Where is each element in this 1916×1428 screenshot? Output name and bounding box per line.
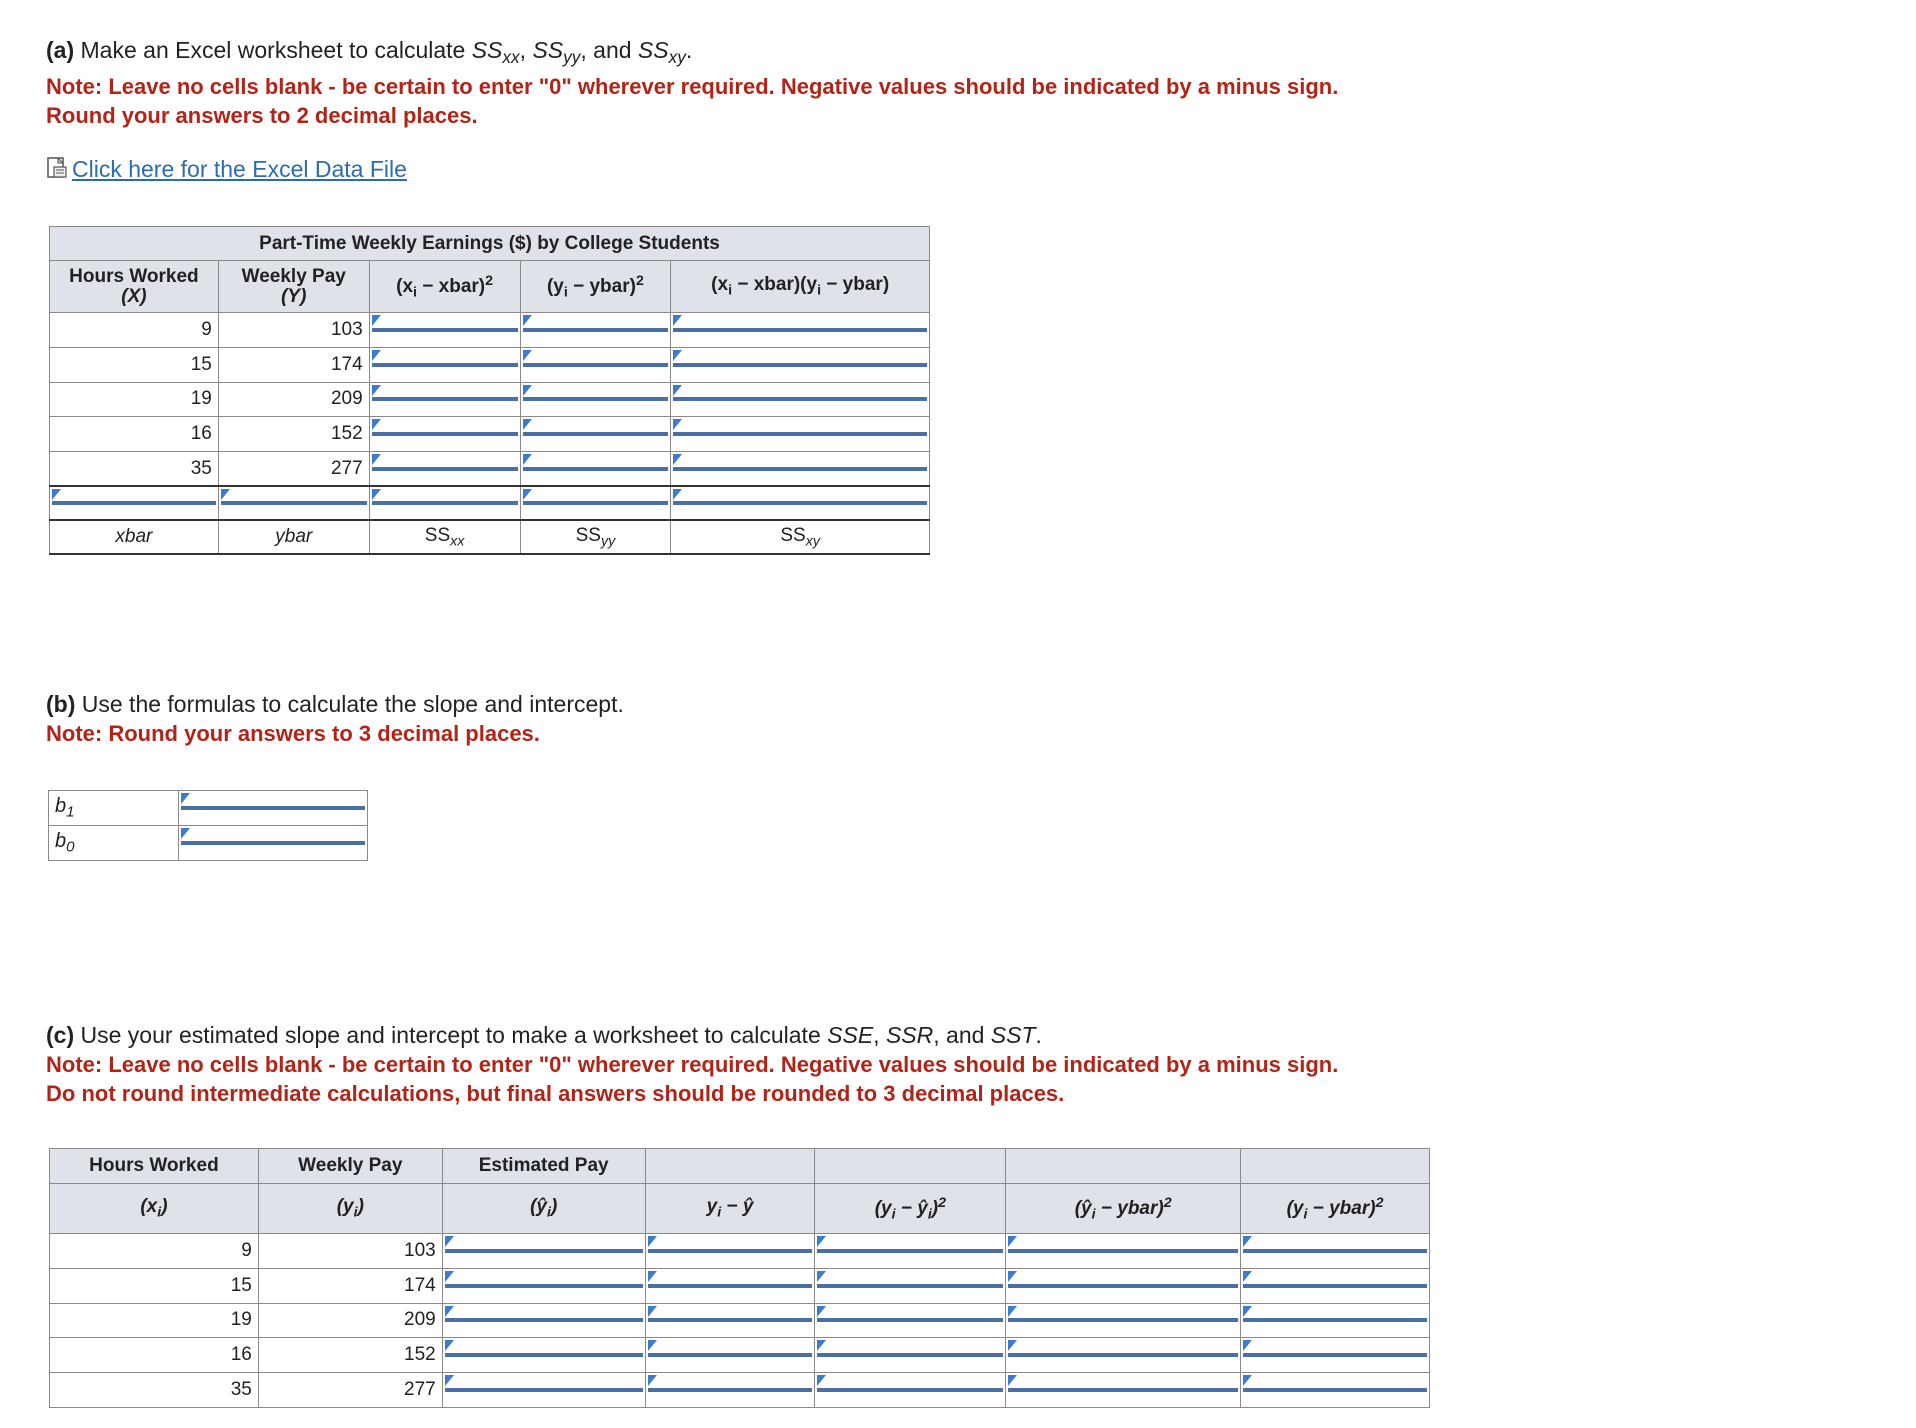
c-hdr-yhat: $(ŷ_i)$ — [442, 1184, 645, 1234]
b1-input-cell[interactable] — [179, 791, 368, 826]
weekly-pay-value: 174 — [218, 347, 369, 382]
footer-ssxy: $SS_{xy}$ — [671, 520, 930, 554]
ss-xy-term: $SS_{xy}$ — [637, 37, 686, 68]
ssxy-input[interactable] — [673, 501, 927, 505]
xy-dev-input-cell[interactable] — [671, 452, 930, 487]
c-col-hours-worked: Hours Worked — [50, 1149, 259, 1184]
part-a-label: (a) — [46, 37, 75, 63]
input-marker-icon — [817, 1271, 826, 1282]
y-dev-sq-input[interactable] — [523, 328, 669, 332]
input-marker-icon — [817, 1306, 826, 1317]
residual-sq-input[interactable] — [817, 1353, 1003, 1357]
c-hours-worked-value: 9 — [50, 1234, 259, 1269]
input-marker-icon — [372, 315, 381, 326]
excel-data-link[interactable] — [46, 156, 407, 183]
col-weekly-pay-label: Weekly Pay — [241, 265, 346, 287]
input-marker-icon — [372, 454, 381, 465]
input-marker-icon — [817, 1236, 826, 1247]
c-hours-worked-value: 16 — [50, 1338, 259, 1373]
residual-input-cell[interactable] — [645, 1268, 815, 1303]
total-sq-input[interactable] — [1243, 1388, 1427, 1392]
input-marker-icon — [523, 350, 532, 361]
part-c — [46, 1021, 1338, 1108]
part-b — [46, 690, 624, 748]
ssyy-input-cell[interactable] — [520, 486, 671, 520]
col-x-dev-sq: ($x_i$ − xbar)$^2$ — [369, 261, 520, 313]
input-marker-icon — [673, 419, 682, 430]
total-sq-input[interactable] — [1243, 1249, 1427, 1253]
input-marker-icon — [648, 1271, 657, 1282]
input-marker-icon — [1243, 1271, 1252, 1282]
regression-sq-input-cell[interactable] — [1006, 1373, 1241, 1408]
part-b-label: (b) — [46, 691, 76, 717]
input-marker-icon — [648, 1306, 657, 1317]
weekly-pay-value: 152 — [218, 417, 369, 452]
hours-worked-value: 35 — [50, 452, 219, 487]
y-dev-sq-input-cell[interactable] — [520, 313, 671, 348]
input-marker-icon — [673, 489, 682, 500]
input-marker-icon — [372, 385, 381, 396]
y-dev-sq-input[interactable] — [523, 432, 669, 436]
x-dev-sq-input-cell[interactable] — [369, 452, 520, 487]
excel-data-link-text[interactable]: Click here for the Excel Data File — [72, 156, 407, 182]
input-marker-icon — [1008, 1306, 1017, 1317]
hours-worked-value: 19 — [50, 382, 219, 417]
residual-sq-input-cell[interactable] — [815, 1268, 1006, 1303]
part-a-row — [50, 313, 930, 348]
y-dev-sq-input-cell[interactable] — [520, 417, 671, 452]
xy-dev-input[interactable] — [673, 363, 927, 367]
part-a-prompt: (a) Make an Excel worksheet to calculate $SS_{xx}$, $SS_{yy}$, and $SS_{xy}$. — [46, 37, 693, 68]
col-xy-dev: ($x_i$ − $xbar)(y_i$ − ybar) — [671, 261, 930, 313]
x-dev-sq-input[interactable] — [372, 397, 518, 401]
ssyy-input[interactable] — [523, 501, 669, 505]
part-c-note-2: Do not round intermediate calculations, but final answers should be rounded to 3 decimal places. — [46, 1081, 1065, 1106]
c-col-blank-4 — [645, 1149, 815, 1184]
c-hours-worked-value: 19 — [50, 1303, 259, 1338]
c-weekly-pay-value: 152 — [258, 1338, 442, 1373]
part-c-row — [50, 1234, 1430, 1269]
x-dev-sq-input-cell[interactable] — [369, 417, 520, 452]
part-a-table — [49, 226, 930, 555]
input-marker-icon — [817, 1375, 826, 1386]
c-weekly-pay-value: 103 — [258, 1234, 442, 1269]
input-marker-icon — [648, 1236, 657, 1247]
residual-input[interactable] — [648, 1388, 813, 1392]
residual-input-cell[interactable] — [645, 1234, 815, 1269]
part-c-prompt: (c) Use your estimated slope and intercept to make a worksheet to calculate SSE, SSR, and SST. — [46, 1022, 1042, 1048]
ssxx-input[interactable] — [372, 501, 518, 505]
input-marker-icon — [673, 454, 682, 465]
part-b-note: Note: Round your answers to 3 decimal places. — [46, 721, 540, 746]
col-y-dev-sq: ($y_i$ − ybar)$^2$ — [520, 261, 671, 313]
c-col-weekly-pay: Weekly Pay — [258, 1149, 442, 1184]
hours-worked-value: 15 — [50, 347, 219, 382]
xy-dev-input-cell[interactable] — [671, 347, 930, 382]
c-hdr-resid-sq: ($y_i$ − $ŷ_i)^2$ — [815, 1184, 1006, 1234]
excel-file-icon — [46, 156, 68, 180]
xbar-input[interactable] — [52, 501, 216, 505]
residual-sq-input[interactable] — [817, 1318, 1003, 1322]
estimated-pay-input[interactable] — [445, 1249, 643, 1253]
y-dev-sq-input[interactable] — [523, 467, 669, 471]
input-marker-icon — [673, 385, 682, 396]
input-marker-icon — [523, 315, 532, 326]
xy-dev-input[interactable] — [673, 328, 927, 332]
input-marker-icon — [372, 419, 381, 430]
part-a-table-title: Part-Time Weekly Earnings ($) by College Students — [50, 227, 930, 261]
weekly-pay-value: 209 — [218, 382, 369, 417]
input-marker-icon — [52, 489, 61, 500]
part-c-label: (c) — [46, 1022, 75, 1048]
regression-sq-input[interactable] — [1008, 1353, 1238, 1357]
col-weekly-pay-var: (Y) — [281, 285, 307, 307]
b1-label: $b_1$ — [49, 791, 179, 826]
sst-term: SST — [990, 1022, 1036, 1048]
regression-sq-input[interactable] — [1008, 1388, 1238, 1392]
regression-sq-input-cell[interactable] — [1006, 1268, 1241, 1303]
b0-input[interactable] — [181, 841, 365, 845]
part-a-note-2: Round your answers to 2 decimal places. — [46, 103, 478, 129]
total-sq-input-cell[interactable] — [1241, 1234, 1430, 1269]
part-a — [46, 36, 1338, 130]
input-marker-icon — [1243, 1236, 1252, 1247]
x-dev-sq-input-cell[interactable] — [369, 313, 520, 348]
x-dev-sq-input-cell[interactable] — [369, 382, 520, 417]
xy-dev-input[interactable] — [673, 432, 927, 436]
and-word: and — [593, 37, 632, 63]
input-marker-icon — [372, 350, 381, 361]
part-a-row — [50, 417, 930, 452]
residual-sq-input[interactable] — [817, 1284, 1003, 1288]
y-dev-sq-input-cell[interactable] — [520, 347, 671, 382]
residual-sq-input-cell[interactable] — [815, 1303, 1006, 1338]
input-marker-icon — [648, 1375, 657, 1386]
c-col-blank-7 — [1241, 1149, 1430, 1184]
hours-worked-value: 16 — [50, 417, 219, 452]
input-marker-icon — [1243, 1306, 1252, 1317]
input-marker-icon — [445, 1271, 454, 1282]
estimated-pay-input-cell[interactable] — [442, 1234, 645, 1269]
input-marker-icon — [445, 1340, 454, 1351]
part-a-note-1: Note: Leave no cells blank - be certain to enter "0" wherever required. Negative values should be indicated by a minus sign. — [46, 74, 1339, 100]
c-weekly-pay-value: 277 — [258, 1373, 442, 1408]
xy-dev-input-cell[interactable] — [671, 417, 930, 452]
footer-ybar: ybar — [218, 520, 369, 554]
estimated-pay-input-cell[interactable] — [442, 1373, 645, 1408]
weekly-pay-value: 103 — [218, 313, 369, 348]
input-marker-icon — [445, 1236, 454, 1247]
total-sq-input[interactable] — [1243, 1318, 1427, 1322]
x-dev-sq-input[interactable] — [372, 328, 518, 332]
hours-worked-value: 9 — [50, 313, 219, 348]
b0-label: $b_0$ — [49, 826, 179, 861]
col-hours-worked-var: (X) — [121, 285, 147, 307]
footer-ssxx: $SS_{xx}$ — [369, 520, 520, 554]
residual-input-cell[interactable] — [645, 1338, 815, 1373]
regression-sq-input-cell[interactable] — [1006, 1303, 1241, 1338]
x-dev-sq-input[interactable] — [372, 467, 518, 471]
estimated-pay-input-cell[interactable] — [442, 1338, 645, 1373]
input-marker-icon — [1008, 1340, 1017, 1351]
estimated-pay-input[interactable] — [445, 1284, 643, 1288]
residual-sq-input[interactable] — [817, 1388, 1003, 1392]
input-marker-icon — [1243, 1340, 1252, 1351]
c-hdr-reg-sq: ($ŷ_i$ − ybar)$^2$ — [1006, 1184, 1241, 1234]
total-sq-input-cell[interactable] — [1241, 1303, 1430, 1338]
input-marker-icon — [181, 793, 190, 804]
part-b-table — [48, 790, 368, 861]
ybar-input[interactable] — [221, 501, 367, 505]
xbar-input-cell[interactable] — [50, 486, 219, 520]
input-marker-icon — [445, 1306, 454, 1317]
b1-input[interactable] — [181, 806, 365, 810]
total-sq-input[interactable] — [1243, 1353, 1427, 1357]
footer-ssyy: $SS_{yy}$ — [520, 520, 671, 554]
regression-sq-input[interactable] — [1008, 1249, 1238, 1253]
input-marker-icon — [181, 828, 190, 839]
part-c-row — [50, 1268, 1430, 1303]
input-marker-icon — [523, 385, 532, 396]
residual-sq-input-cell[interactable] — [815, 1373, 1006, 1408]
x-dev-sq-input[interactable] — [372, 363, 518, 367]
ss-yy-term: $SS_{yy}$ — [532, 37, 581, 68]
footer-xbar: xbar — [50, 520, 219, 554]
sse-term: SSE — [827, 1022, 874, 1048]
c-hdr-xi: $(x_i)$ — [50, 1184, 259, 1234]
ybar-input-cell[interactable] — [218, 486, 369, 520]
part-a-row — [50, 382, 930, 417]
input-marker-icon — [1008, 1271, 1017, 1282]
input-marker-icon — [445, 1375, 454, 1386]
input-marker-icon — [1243, 1375, 1252, 1386]
xy-dev-input-cell[interactable] — [671, 313, 930, 348]
x-dev-sq-input[interactable] — [372, 432, 518, 436]
xy-dev-input[interactable] — [673, 467, 927, 471]
y-dev-sq-input-cell[interactable] — [520, 452, 671, 487]
part-a-prompt-text: Make an Excel worksheet to calculate — [80, 37, 466, 63]
part-c-row — [50, 1373, 1430, 1408]
part-c-note-1: Note: Leave no cells blank - be certain to enter "0" wherever required. Negative values should be indicated by a minus sign. — [46, 1052, 1339, 1077]
part-c-row — [50, 1338, 1430, 1373]
xy-dev-input[interactable] — [673, 397, 927, 401]
regression-sq-input[interactable] — [1008, 1284, 1238, 1288]
total-sq-input-cell[interactable] — [1241, 1338, 1430, 1373]
input-marker-icon — [372, 489, 381, 500]
input-marker-icon — [523, 419, 532, 430]
ss-xx-term: $SS_{xx}$ — [471, 37, 520, 68]
estimated-pay-input[interactable] — [445, 1353, 643, 1357]
c-hours-worked-value: 35 — [50, 1373, 259, 1408]
c-hours-worked-value: 15 — [50, 1268, 259, 1303]
part-a-row — [50, 452, 930, 487]
ssxy-input-cell[interactable] — [671, 486, 930, 520]
residual-input[interactable] — [648, 1318, 813, 1322]
estimated-pay-input[interactable] — [445, 1388, 643, 1392]
input-marker-icon — [648, 1340, 657, 1351]
input-marker-icon — [817, 1340, 826, 1351]
weekly-pay-value: 277 — [218, 452, 369, 487]
estimated-pay-input[interactable] — [445, 1318, 643, 1322]
col-hours-worked — [50, 261, 219, 313]
regression-sq-input[interactable] — [1008, 1318, 1238, 1322]
col-weekly-pay — [218, 261, 369, 313]
c-col-blank-6 — [1006, 1149, 1241, 1184]
total-sq-input-cell[interactable] — [1241, 1268, 1430, 1303]
regression-sq-input-cell[interactable] — [1006, 1338, 1241, 1373]
residual-sq-input[interactable] — [817, 1249, 1003, 1253]
y-dev-sq-input[interactable] — [523, 363, 669, 367]
input-marker-icon — [1008, 1236, 1017, 1247]
c-hdr-tot-sq: ($y_i$ − ybar)$^2$ — [1241, 1184, 1430, 1234]
input-marker-icon — [673, 350, 682, 361]
c-col-blank-5 — [815, 1149, 1006, 1184]
y-dev-sq-input[interactable] — [523, 397, 669, 401]
part-c-row — [50, 1303, 1430, 1338]
residual-input[interactable] — [648, 1249, 813, 1253]
estimated-pay-input-cell[interactable] — [442, 1303, 645, 1338]
total-sq-input[interactable] — [1243, 1284, 1427, 1288]
col-hours-worked-label: Hours Worked — [69, 265, 199, 287]
residual-input-cell[interactable] — [645, 1303, 815, 1338]
input-marker-icon — [1008, 1375, 1017, 1386]
x-dev-sq-input-cell[interactable] — [369, 347, 520, 382]
estimated-pay-input-cell[interactable] — [442, 1268, 645, 1303]
c-weekly-pay-value: 174 — [258, 1268, 442, 1303]
c-hdr-yi: $(y_i)$ — [258, 1184, 442, 1234]
c-weekly-pay-value: 209 — [258, 1303, 442, 1338]
residual-sq-input-cell[interactable] — [815, 1234, 1006, 1269]
c-hdr-resid: $y_i$ − ŷ — [645, 1184, 815, 1234]
part-c-prompt-text: Use your estimated slope and intercept to make a worksheet to calculate — [80, 1022, 821, 1048]
part-b-prompt — [46, 690, 624, 719]
residual-input-cell[interactable] — [645, 1373, 815, 1408]
ssxx-input-cell[interactable] — [369, 486, 520, 520]
b0-input-cell[interactable] — [179, 826, 368, 861]
part-c-table — [49, 1148, 1430, 1408]
input-marker-icon — [523, 454, 532, 465]
part-b-prompt-text: Use the formulas to calculate the slope and intercept. — [81, 691, 624, 717]
total-sq-input-cell[interactable] — [1241, 1373, 1430, 1408]
residual-input[interactable] — [648, 1353, 813, 1357]
input-marker-icon — [221, 489, 230, 500]
ssr-term: SSR — [885, 1022, 934, 1048]
xy-dev-input-cell[interactable] — [671, 382, 930, 417]
part-a-row — [50, 347, 930, 382]
residual-sq-input-cell[interactable] — [815, 1338, 1006, 1373]
input-marker-icon — [523, 489, 532, 500]
y-dev-sq-input-cell[interactable] — [520, 382, 671, 417]
c-col-estimated-pay: Estimated Pay — [442, 1149, 645, 1184]
regression-sq-input-cell[interactable] — [1006, 1234, 1241, 1269]
input-marker-icon — [673, 315, 682, 326]
residual-input[interactable] — [648, 1284, 813, 1288]
